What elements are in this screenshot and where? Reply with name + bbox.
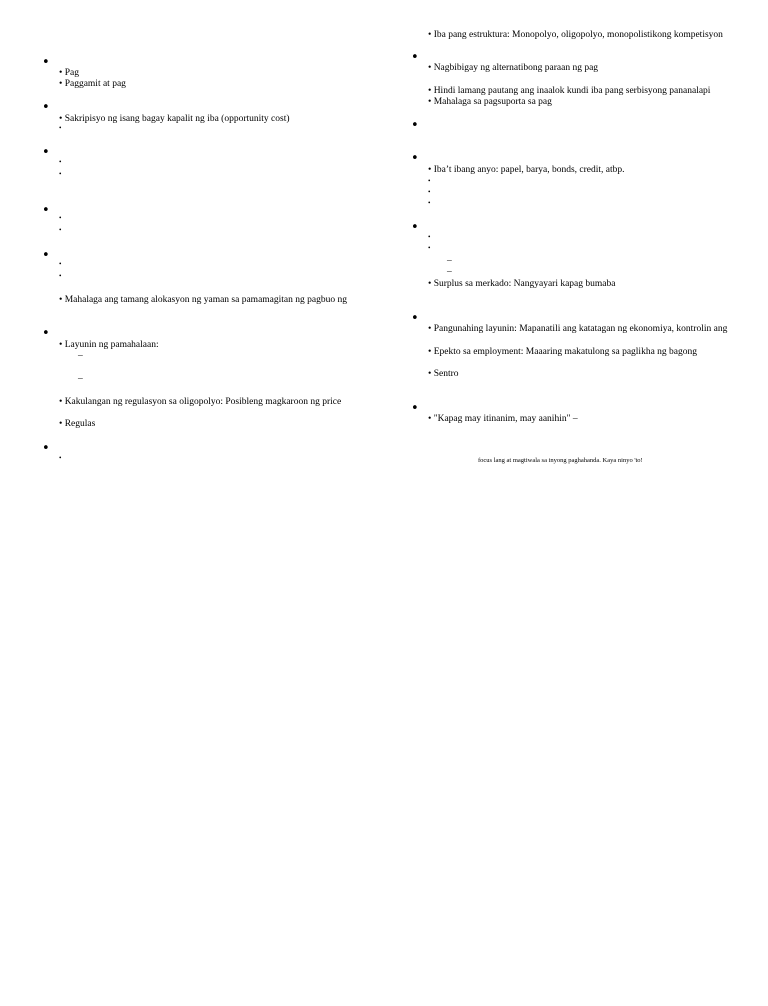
list-item: • Sakripisyo ng isang bagay kapalit ng iba (opportunity cost) bbox=[59, 114, 290, 124]
section-bullet: • bbox=[411, 311, 419, 326]
list-dash: – bbox=[78, 351, 83, 361]
list-item: • Sentro bbox=[428, 369, 459, 379]
list-item: • Iba’t ibang anyo: papel, barya, bonds, credit, atbp. bbox=[428, 165, 625, 175]
list-item: • Mahalaga sa pagsuporta sa pag bbox=[428, 97, 552, 107]
list-item: • bbox=[428, 177, 431, 185]
closing-note: focus lang at magtiwala sa inyong paghahanda. Kaya ninyo 'to! bbox=[478, 457, 643, 464]
section-bullet: • bbox=[411, 50, 419, 65]
list-dash: – bbox=[447, 267, 452, 277]
list-item: • Paggamit at pag bbox=[59, 79, 126, 89]
list-item: • Hindi lamang pautang ang inaalok kundi iba pang serbisyong pananalapi bbox=[428, 86, 711, 96]
list-item: • Mahalaga ang tamang alokasyon ng yaman sa pamamagitan ng pagbuo ng bbox=[59, 295, 347, 305]
list-item: • Iba pang estruktura: Monopolyo, oligopolyo, monopolistikong kompetisyon bbox=[428, 30, 723, 40]
list-item: • bbox=[428, 233, 431, 241]
section-bullet: • bbox=[42, 55, 50, 70]
list-item: • bbox=[59, 226, 62, 234]
list-item: • Epekto sa employment: Maaaring makatulong sa paglikha ng bagong bbox=[428, 347, 697, 357]
section-bullet: • bbox=[42, 100, 50, 115]
section-bullet: • bbox=[42, 326, 50, 341]
section-bullet: • bbox=[42, 145, 50, 160]
section-bullet: • bbox=[42, 203, 50, 218]
list-item: • Regulas bbox=[59, 419, 96, 429]
section-bullet: • bbox=[411, 220, 419, 235]
list-dash: – bbox=[78, 374, 83, 384]
list-item: • bbox=[59, 272, 62, 280]
list-item: • Surplus sa merkado: Nangyayari kapag bumaba bbox=[428, 279, 616, 289]
list-item: • Nagbibigay ng alternatibong paraan ng pag bbox=[428, 63, 599, 73]
section-bullet: • bbox=[411, 118, 419, 133]
list-item: • bbox=[428, 244, 431, 252]
list-item: • Pangunahing layunin: Mapanatili ang katatagan ng ekonomiya, kontrolin ang bbox=[428, 324, 728, 334]
list-item: • Layunin ng pamahalaan: bbox=[59, 340, 159, 350]
list-dash: – bbox=[447, 256, 452, 266]
list-item: • Kakulangan ng regulasyon sa oligopolyo: Posibleng magkaroon ng price bbox=[59, 397, 342, 407]
section-bullet: • bbox=[42, 441, 50, 456]
list-item: • bbox=[428, 188, 431, 196]
list-item: • bbox=[59, 260, 62, 268]
list-item: • bbox=[59, 454, 62, 462]
section-bullet: • bbox=[42, 248, 50, 263]
section-bullet: • bbox=[411, 151, 419, 166]
section-bullet: • bbox=[411, 401, 419, 416]
list-item: • bbox=[59, 214, 62, 222]
list-item: • "Kapag may itinanim, may aanihin" – bbox=[428, 414, 578, 424]
list-item: • bbox=[59, 170, 62, 178]
list-item: • bbox=[59, 124, 62, 132]
list-item: • bbox=[59, 158, 62, 166]
list-item: • Pag bbox=[59, 68, 79, 78]
list-item: • bbox=[428, 199, 431, 207]
